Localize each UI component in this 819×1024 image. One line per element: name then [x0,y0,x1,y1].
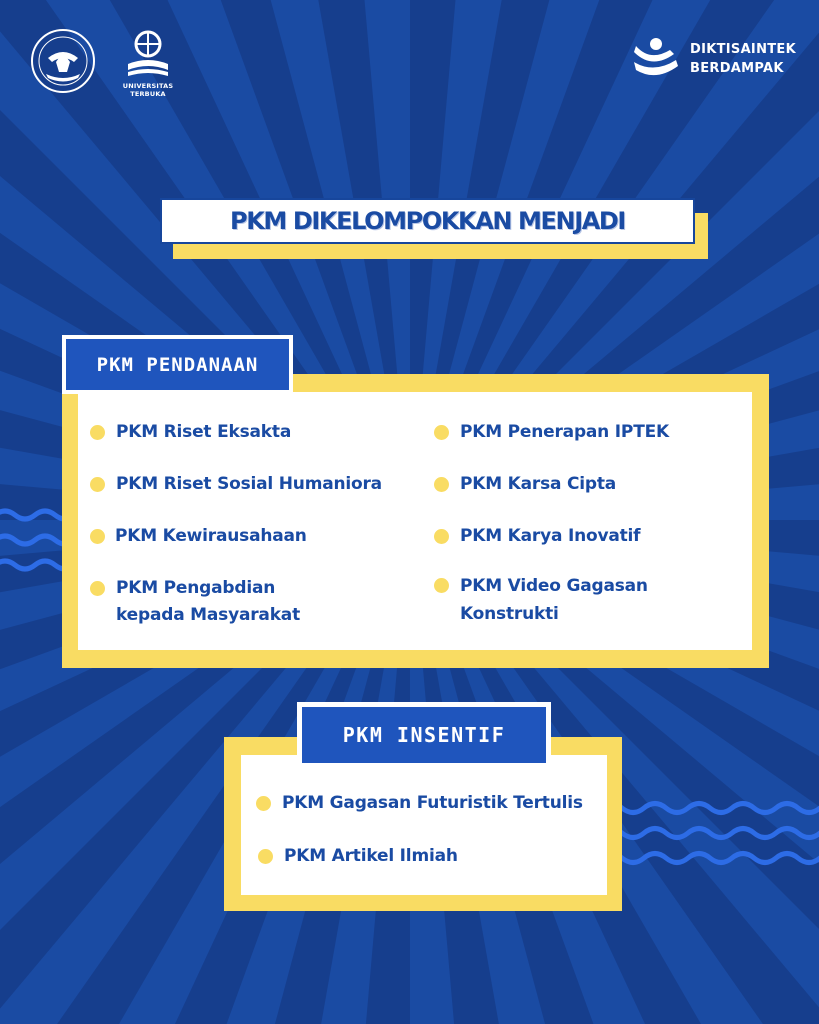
item-label: PKM Karya Inovatif [460,526,641,546]
bullet-dot-icon [90,477,105,492]
bullet-dot-icon [90,581,105,596]
universitas-terbuka-name: UNIVERSITAS TERBUKA [122,82,174,98]
list-item [90,473,382,497]
list-item [434,473,616,497]
insentif-label: PKM INSENTIF [302,707,546,763]
bullet-dot-icon [434,477,449,492]
bullet-dot-icon [256,796,271,811]
diktisaintek-logo-icon [630,36,682,82]
list-item [90,421,291,445]
item-label: PKM Pengabdian [116,578,276,598]
list-item [434,421,669,445]
bullet-dot-icon [434,578,449,593]
list-item [90,577,300,629]
page-title: PKM DIKELOMPOKKAN MENJADI [230,207,625,235]
list-item [434,574,648,628]
item-label: PKM Kewirausahaan [115,526,307,546]
list-item [256,792,583,816]
insentif-card [241,755,607,895]
bullet-dot-icon [434,425,449,440]
item-label: PKM Riset Eksakta [116,422,292,442]
item-label: PKM Penerapan IPTEK [460,422,669,442]
list-item [434,525,640,549]
brand-line-1: DIKTISAINTEK [690,42,796,57]
item-label-line2: Konstrukti [460,604,559,624]
tut-wuri-handayani-emblem-icon [30,28,96,94]
pendanaan-label: PKM PENDANAAN [66,339,289,390]
bullet-dot-icon [434,529,449,544]
bullet-dot-icon [90,529,105,544]
item-label: PKM Video Gagasan [460,576,648,596]
list-item [258,845,458,869]
title-box [160,198,695,244]
universitas-terbuka-logo-icon [125,30,171,80]
bullet-dot-icon [258,849,273,864]
brand-line-2: BERDAMPAK [690,61,784,76]
item-label: PKM Riset Sosial Humaniora [116,474,382,494]
item-label: PKM Gagasan Futuristik Tertulis [282,793,583,813]
insentif-label-box [297,702,551,768]
item-label-line2: kepada Masyarakat [116,605,300,625]
item-label: PKM Karsa Cipta [460,474,617,494]
bullet-dot-icon [90,425,105,440]
pendanaan-label-box [62,335,293,394]
item-label: PKM Artikel Ilmiah [284,846,458,866]
list-item [90,525,307,549]
